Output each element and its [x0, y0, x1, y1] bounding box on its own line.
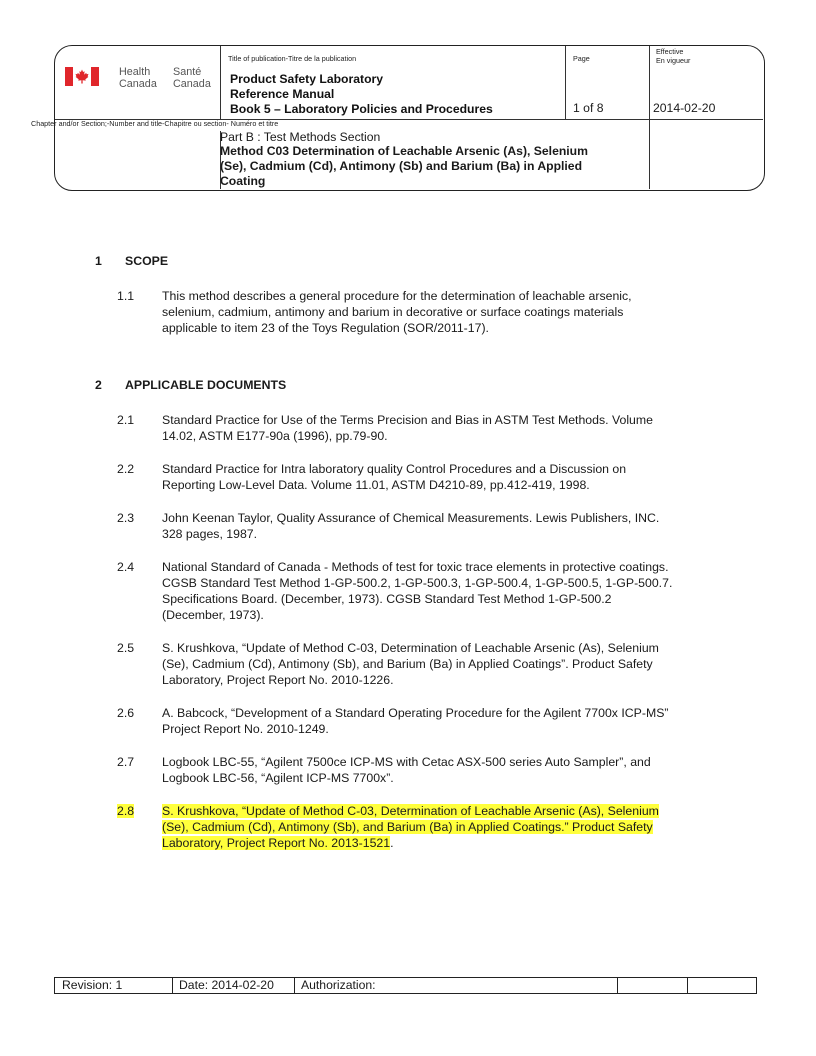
signature-cell — [688, 978, 758, 993]
list-item: 2.1 Standard Practice for Use of the Terms Precision and Bias in ASTM Test Methods. Volume 14.02, ASTM E177-90a (1996), pp.79-90. — [117, 413, 653, 443]
list-item: 1.1 This method describes a general procedure for the determination of leachable arsenic, selenium, cadmium, antimony and barium in decorative or surface coatings materials applicable to item 23 of the Toys Regulation (SOR/2011-17). — [117, 289, 632, 335]
section-heading-scope: 1 SCOPE — [95, 254, 169, 268]
health-canada-logo — [65, 64, 215, 96]
publication-header — [31, 45, 765, 191]
authorization: Authorization: — [295, 978, 618, 993]
canada-flag-icon — [65, 67, 99, 86]
signature-cell — [618, 978, 688, 993]
effective-date: 2014-02-20 — [653, 101, 716, 115]
document-body — [95, 253, 735, 851]
part-title: Part B : Test Methods Section — [220, 130, 381, 144]
section-heading-applicable-documents: 2 APPLICABLE DOCUMENTS — [95, 378, 287, 392]
department-name-en: Health Canada — [119, 66, 157, 90]
title-label: Title of publication-Titre de la publication — [228, 54, 357, 63]
list-item: 2.5 S. Krushkova, “Update of Method C-03, Determination of Leachable Arsenic (As), Selenium (Se), Cadmium (Cd), Antimony (Sb), and Barium (Ba) in Applied Coatings”. Product Safety Laboratory, Project Report No. 2010-1226. — [117, 641, 659, 687]
list-item: 2.2 Standard Practice for Intra laboratory quality Control Procedures and a Discussion on Reporting Low-Level Data. Volume 11.01, ASTM D4210-89, pp.412-419, 1998. — [117, 462, 627, 492]
list-item: 2.7 Logbook LBC-55, “Agilent 7500ce ICP-MS with Cetac ASX-500 series Auto Sampler”, and Logbook LBC-56, “Agilent ICP-MS 7700x”. — [117, 755, 651, 785]
department-name-fr: Santé Canada — [173, 66, 211, 90]
chapter-label: Chapter and/or Section;-Number and title-Chapitre ou section- Numéro et titre — [31, 119, 279, 128]
list-item: 2.3 John Keenan Taylor, Quality Assurance of Chemical Measurements. Lewis Publishers, INC. 328 pages, 1987. — [117, 511, 660, 541]
list-item-highlighted: 2.8 S. Krushkova, “Update of Method C-03, Determination of Leachable Arsenic (As), Selenium (Se), Cadmium (Cd), Antimony (Sb), and Barium (Ba) in Applied Coatings.” Product Safety Laboratory, Project Report No. 2013-1521. — [117, 804, 659, 850]
revision-number: Revision: 1 — [55, 978, 173, 993]
revision-footer — [54, 977, 757, 994]
list-item: 2.4 National Standard of Canada - Methods of test for toxic trace elements in protective coatings. CGSB Standard Test Method 1-GP-500.2, 1-GP-500.3, 1-GP-500.4, 1-GP-500.5, 1-GP-500.7. Specifications Board. (December, 1973). CGSB Standard Test Method 1-GP-500.2 (December, 1973). — [117, 560, 673, 622]
page-number: 1 of 8 — [573, 101, 604, 115]
list-item: 2.6 A. Babcock, “Development of a Standard Operating Procedure for the Agilent 7700x ICP-MS” Project Report No. 2010-1249. — [117, 706, 669, 736]
revision-date: Date: 2014-02-20 — [173, 978, 295, 993]
page-label: Page — [573, 54, 590, 63]
method-title: Method C03 Determination of Leachable Arsenic (As), Selenium (Se), Cadmium (Cd), Antimony (Sb) and Barium (Ba) in Applied Coating — [220, 144, 588, 188]
effective-label: Effective En vigueur — [656, 47, 691, 65]
publication-title: Product Safety Laboratory Reference Manual Book 5 – Laboratory Policies and Procedures — [230, 72, 493, 116]
